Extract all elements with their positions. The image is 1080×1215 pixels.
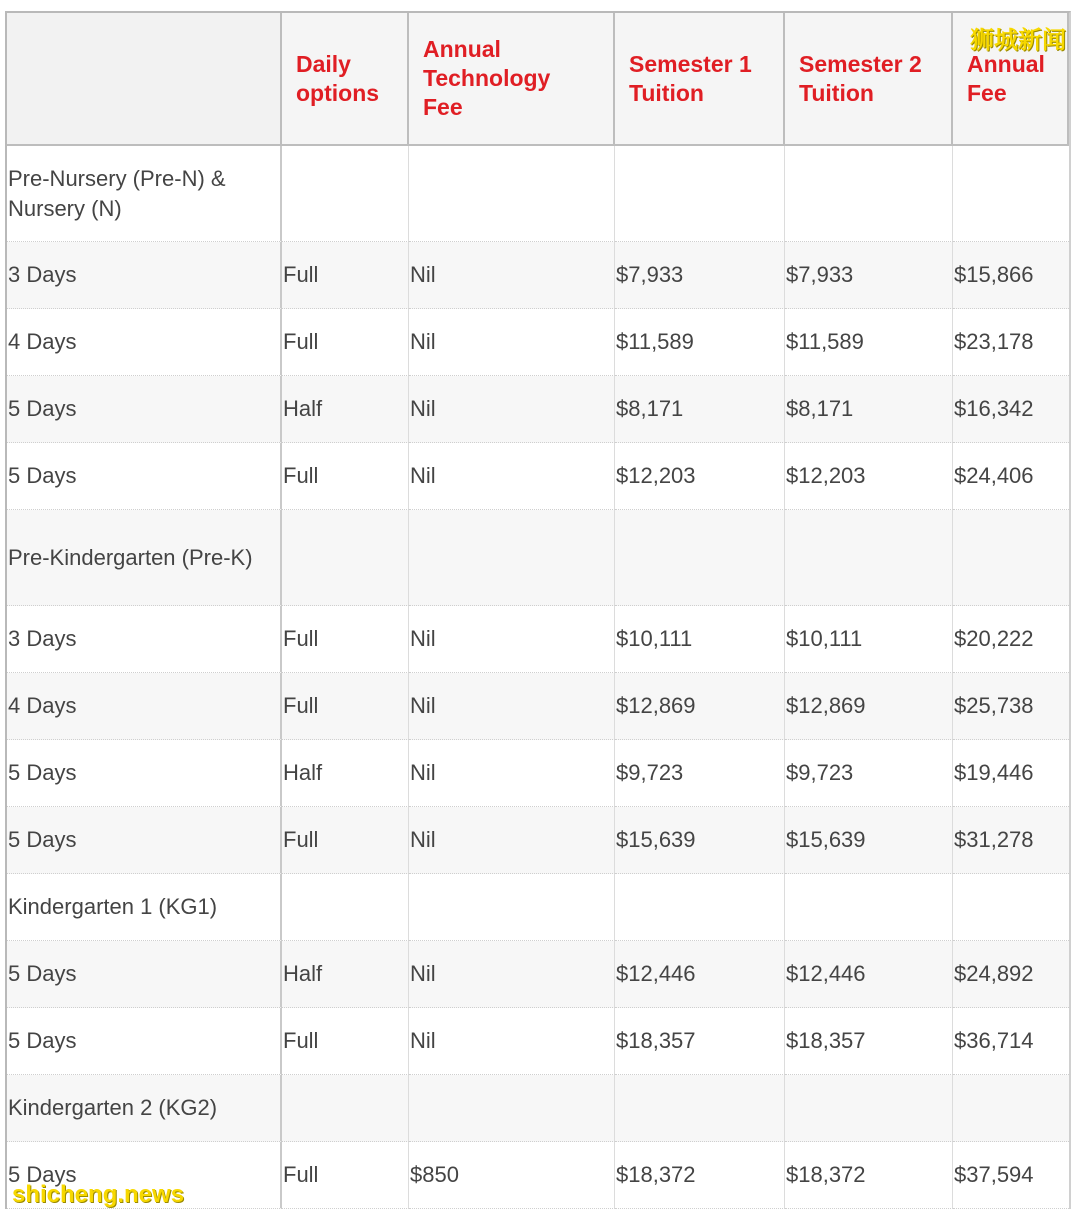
cell-semester-2-tuition: $12,869 [785, 673, 953, 740]
cell-daily-options: Half [282, 376, 409, 443]
header-program [7, 13, 282, 146]
cell-program: 4 Days [7, 309, 282, 376]
cell-program: Kindergarten 2 (KG2) [7, 1075, 282, 1142]
cell-annual-technology-fee: Nil [409, 443, 615, 510]
cell-daily-options: Full [282, 242, 409, 309]
cell-program: 5 Days [7, 941, 282, 1008]
cell-program: Kindergarten 1 (KG1) [7, 874, 282, 941]
fee-table [5, 11, 1071, 1209]
cell-semester-1-tuition: $11,589 [615, 309, 785, 376]
cell-annual-technology-fee: Nil [409, 309, 615, 376]
cell-daily-options [282, 146, 409, 242]
cell-annual-fee: $25,738 [953, 673, 1069, 740]
watermark-top: 狮城新闻 [970, 27, 1066, 54]
cell-semester-2-tuition [785, 874, 953, 941]
watermark-bottom: shicheng.news [12, 1181, 185, 1208]
cell-daily-options: Half [282, 740, 409, 807]
cell-annual-fee: $20,222 [953, 606, 1069, 673]
cell-daily-options: Full [282, 606, 409, 673]
cell-semester-1-tuition [615, 510, 785, 606]
cell-semester-1-tuition [615, 874, 785, 941]
cell-daily-options [282, 1075, 409, 1142]
cell-semester-1-tuition: $9,723 [615, 740, 785, 807]
cell-semester-2-tuition [785, 1075, 953, 1142]
cell-semester-2-tuition [785, 146, 953, 242]
cell-program: 5 Days [7, 1142, 282, 1209]
cell-annual-technology-fee: $850 [409, 1142, 615, 1209]
cell-annual-technology-fee [409, 1075, 615, 1142]
cell-semester-1-tuition: $12,446 [615, 941, 785, 1008]
fee-table-grid [7, 13, 1069, 1209]
cell-semester-1-tuition [615, 146, 785, 242]
header-semester-2-tuition: Semester 2 Tuition [785, 13, 953, 146]
cell-semester-2-tuition: $12,446 [785, 941, 953, 1008]
cell-annual-fee: $36,714 [953, 1008, 1069, 1075]
cell-annual-fee [953, 146, 1069, 242]
cell-daily-options [282, 874, 409, 941]
cell-annual-fee: $37,594 [953, 1142, 1069, 1209]
header-annual-technology-fee: Annual Technology Fee [409, 13, 615, 146]
header-annual-fee: Annual Fee [953, 13, 1069, 146]
cell-annual-technology-fee [409, 510, 615, 606]
cell-program: 5 Days [7, 807, 282, 874]
cell-annual-fee: $24,406 [953, 443, 1069, 510]
cell-program: 5 Days [7, 443, 282, 510]
cell-annual-technology-fee: Nil [409, 941, 615, 1008]
cell-semester-2-tuition: $18,372 [785, 1142, 953, 1209]
cell-annual-fee [953, 874, 1069, 941]
cell-semester-2-tuition: $18,357 [785, 1008, 953, 1075]
cell-daily-options: Full [282, 807, 409, 874]
cell-semester-1-tuition: $18,372 [615, 1142, 785, 1209]
cell-semester-2-tuition: $10,111 [785, 606, 953, 673]
cell-semester-2-tuition: $7,933 [785, 242, 953, 309]
cell-semester-2-tuition [785, 510, 953, 606]
cell-annual-fee: $16,342 [953, 376, 1069, 443]
cell-annual-fee: $23,178 [953, 309, 1069, 376]
cell-semester-1-tuition: $15,639 [615, 807, 785, 874]
cell-semester-1-tuition: $12,203 [615, 443, 785, 510]
cell-annual-technology-fee: Nil [409, 740, 615, 807]
cell-semester-1-tuition: $12,869 [615, 673, 785, 740]
cell-annual-technology-fee: Nil [409, 673, 615, 740]
cell-daily-options: Full [282, 1008, 409, 1075]
cell-annual-fee [953, 510, 1069, 606]
cell-program: Pre-Kindergarten (Pre-K) [7, 510, 282, 606]
header-daily-options: Daily options [282, 13, 409, 146]
cell-program: 5 Days [7, 1008, 282, 1075]
cell-daily-options: Full [282, 673, 409, 740]
cell-program: Pre-Nursery (Pre-N) & Nursery (N) [7, 146, 282, 242]
cell-program: 3 Days [7, 242, 282, 309]
cell-semester-1-tuition: $10,111 [615, 606, 785, 673]
cell-annual-technology-fee [409, 874, 615, 941]
cell-program: 5 Days [7, 376, 282, 443]
cell-program: 3 Days [7, 606, 282, 673]
cell-semester-1-tuition: $8,171 [615, 376, 785, 443]
cell-annual-fee: $15,866 [953, 242, 1069, 309]
cell-annual-technology-fee: Nil [409, 376, 615, 443]
header-semester-1-tuition: Semester 1 Tuition [615, 13, 785, 146]
cell-semester-1-tuition: $18,357 [615, 1008, 785, 1075]
cell-annual-fee [953, 1075, 1069, 1142]
cell-daily-options: Half [282, 941, 409, 1008]
cell-program: 5 Days [7, 740, 282, 807]
cell-daily-options: Full [282, 1142, 409, 1209]
cell-semester-2-tuition: $11,589 [785, 309, 953, 376]
cell-daily-options [282, 510, 409, 606]
cell-annual-technology-fee: Nil [409, 606, 615, 673]
cell-daily-options: Full [282, 309, 409, 376]
cell-annual-fee: $31,278 [953, 807, 1069, 874]
cell-annual-technology-fee: Nil [409, 1008, 615, 1075]
cell-semester-1-tuition [615, 1075, 785, 1142]
cell-daily-options: Full [282, 443, 409, 510]
cell-program: 4 Days [7, 673, 282, 740]
cell-annual-fee: $24,892 [953, 941, 1069, 1008]
cell-annual-technology-fee: Nil [409, 242, 615, 309]
cell-annual-technology-fee [409, 146, 615, 242]
cell-semester-2-tuition: $9,723 [785, 740, 953, 807]
cell-semester-1-tuition: $7,933 [615, 242, 785, 309]
cell-annual-technology-fee: Nil [409, 807, 615, 874]
cell-semester-2-tuition: $15,639 [785, 807, 953, 874]
cell-annual-fee: $19,446 [953, 740, 1069, 807]
cell-semester-2-tuition: $8,171 [785, 376, 953, 443]
cell-semester-2-tuition: $12,203 [785, 443, 953, 510]
